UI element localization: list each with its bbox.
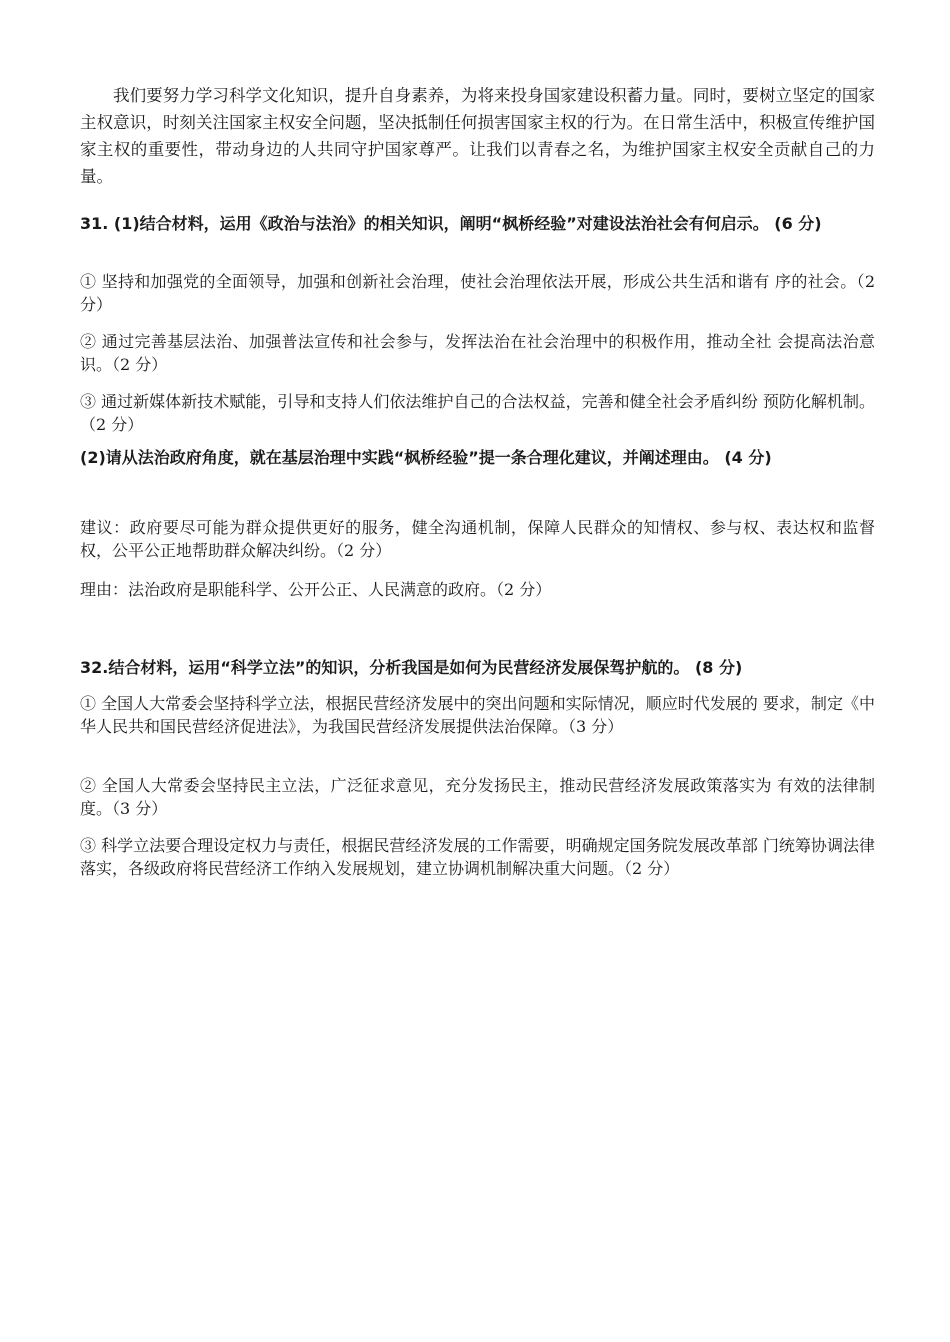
q31-answer-1 <box>80 270 875 316</box>
answer-text: ② 全国人大常委会坚持民主立法，广泛征求意见，充分发扬民主，推动民营经济发展政策落实为 有效的法律制度。（3 分） <box>80 776 875 818</box>
answer-text: 建议：政府要尽可能为群众提供更好的服务，健全沟通机制，保障人民群众的知情权、参与权、表达权和监督权，公平公正地帮助群众解决纠纷。（2 分） <box>80 518 875 560</box>
q31-answer-2 <box>80 330 875 376</box>
q31-suggestion <box>80 516 875 562</box>
q32-answer-3 <box>80 834 875 880</box>
q31-answer-3 <box>80 390 875 436</box>
question-text: (2)请从法治政府角度，就在基层治理中实践“枫桥经验”提一条合理化建议，并阐述理由。 (4 分) <box>80 448 772 467</box>
answer-text: ③ 科学立法要合理设定权力与责任，根据民营经济发展的工作需要，明确规定国务院发展改革部 门统筹协调法律落实，各级政府将民营经济工作纳入发展规划，建立协调机制解决重大问题。（2 分） <box>80 836 875 878</box>
q31-part2-question <box>80 444 875 471</box>
intro-section <box>80 82 875 190</box>
question-text: 31. (1)结合材料，运用《政治与法治》的相关知识，阐明“枫桥经验”对建设法治社会有何启示。 (6 分) <box>80 214 822 233</box>
q31-part1-question <box>80 210 875 237</box>
answer-text: ① 全国人大常委会坚持科学立法，根据民营经济发展中的突出问题和实际情况，顺应时代发展的 要求，制定《中华人民共和国民营经济促进法》，为我国民营经济发展提供法治保障。（3 分） <box>80 694 875 736</box>
q32-answer-1 <box>80 692 875 738</box>
intro-paragraph: 我们要努力学习科学文化知识，提升自身素养，为将来投身国家建设积蓄力量。同时，要树立坚定的国家主权意识，时刻关注国家主权安全问题，坚决抵制任何损害国家主权的行为。在日常生活中，积极宣传维护国家主权的重要性，带动身边的人共同守护国家尊严。让我们以青春之名，为维护国家主权安全贡献自己的力量。 <box>80 86 875 186</box>
question-text: 32.结合材料，运用“科学立法”的知识，分析我国是如何为民营经济发展保驾护航的。 (8 分) <box>80 658 743 677</box>
q32-answer-2 <box>80 774 875 820</box>
answer-text: ③ 通过新媒体新技术赋能，引导和支持人们依法维护自己的合法权益，完善和健全社会矛盾纠纷 预防化解机制。（2 分） <box>80 392 875 434</box>
answer-text: ① 坚持和加强党的全面领导，加强和创新社会治理，使社会治理依法开展，形成公共生活和谐有 序的社会。（2 分） <box>80 272 875 314</box>
answer-text: 理由：法治政府是职能科学、公开公正、人民满意的政府。（2 分） <box>80 580 552 599</box>
q31-reason <box>80 578 875 601</box>
q32-question <box>80 654 875 681</box>
answer-text: ② 通过完善基层法治、加强普法宣传和社会参与，发挥法治在社会治理中的积极作用，推动全社 会提高法治意识。（2 分） <box>80 332 875 374</box>
